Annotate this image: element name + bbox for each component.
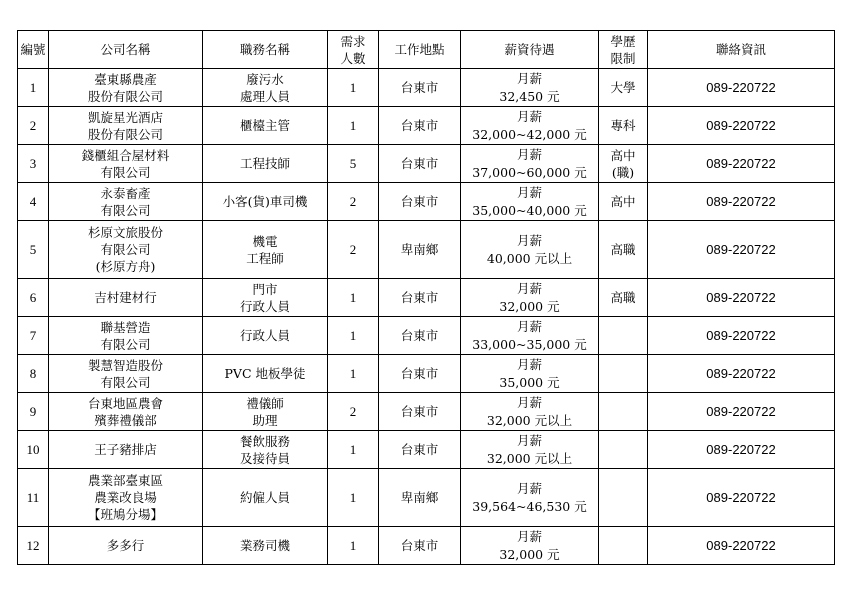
work-location: 台東市: [379, 107, 461, 145]
work-location: 台東市: [379, 183, 461, 221]
row-number: 10: [18, 431, 49, 469]
salary-line: 月薪: [516, 108, 542, 124]
header-count-line: 人數: [340, 50, 366, 66]
header-company: 公司名稱: [49, 31, 203, 69]
headcount: 1: [328, 355, 379, 393]
contact-phone: 089-220722: [648, 317, 835, 355]
company-name-line: 殯葬禮儀部: [94, 412, 157, 428]
table-body: [18, 69, 835, 565]
education-requirement: [599, 221, 648, 279]
salary: [461, 355, 599, 393]
header-count-line: 需求: [340, 33, 366, 49]
salary-line: 32,000 元: [499, 546, 560, 562]
company-name: [49, 317, 203, 355]
salary-line: 32,000~42,000 元: [472, 126, 587, 142]
job-title-line: 及接待員: [239, 450, 290, 466]
salary: [461, 469, 599, 527]
contact-phone: 089-220722: [648, 527, 835, 565]
work-location: 台東市: [379, 279, 461, 317]
contact-phone: 089-220722: [648, 355, 835, 393]
headcount: 1: [328, 279, 379, 317]
header-job: 職務名稱: [203, 31, 328, 69]
education-requirement-line: 高職: [610, 242, 636, 257]
row-number: 9: [18, 393, 49, 431]
company-name-line: 錢櫃組合屋材料: [81, 147, 170, 163]
job-title: [203, 69, 328, 107]
company-name-line: 多多行: [106, 538, 145, 553]
header-no: 編號: [18, 31, 49, 69]
salary: [461, 279, 599, 317]
company-name: [49, 183, 203, 221]
salary-line: 月薪: [516, 356, 542, 372]
headcount: 1: [328, 317, 379, 355]
company-name-line: 有限公司: [100, 374, 151, 390]
salary: [461, 431, 599, 469]
education-requirement-line: 專科: [610, 118, 636, 133]
job-title: [203, 279, 328, 317]
company-name-line: 吉村建材行: [94, 290, 157, 305]
education-requirement: [599, 431, 648, 469]
job-title: [203, 469, 328, 527]
company-name-line: (杉原方舟): [95, 259, 156, 274]
company-name: [49, 107, 203, 145]
headcount: 1: [328, 107, 379, 145]
table-row: [18, 469, 835, 527]
education-requirement: [599, 393, 648, 431]
salary: [461, 69, 599, 107]
education-requirement: [599, 69, 648, 107]
education-requirement: [599, 145, 648, 183]
job-title: [203, 355, 328, 393]
company-name-line: 股份有限公司: [87, 88, 163, 104]
work-location: 卑南鄉: [379, 221, 461, 279]
company-name: [49, 69, 203, 107]
header-contact: 聯絡資訊: [648, 31, 835, 69]
headcount: 5: [328, 145, 379, 183]
salary-line: 32,000 元以上: [486, 450, 573, 466]
salary-line: 32,000 元以上: [486, 412, 573, 428]
headcount: 2: [328, 393, 379, 431]
contact-phone: 089-220722: [648, 469, 835, 527]
salary-line: 月薪: [516, 528, 542, 544]
job-title: [203, 317, 328, 355]
education-requirement: [599, 279, 648, 317]
table-header-row: [18, 31, 835, 69]
company-name: [49, 469, 203, 527]
table-row: [18, 393, 835, 431]
salary-line: 月薪: [516, 280, 542, 296]
company-name-line: 農業改良場: [94, 490, 157, 505]
education-requirement: [599, 317, 648, 355]
header-count: [328, 31, 379, 69]
work-location: 台東市: [379, 355, 461, 393]
table-row: [18, 69, 835, 107]
job-title-line: 工程師: [246, 250, 284, 266]
job-title: [203, 221, 328, 279]
work-location: 台東市: [379, 393, 461, 431]
job-title-line: 廢污水: [246, 71, 284, 87]
row-number: 12: [18, 527, 49, 565]
row-number: 2: [18, 107, 49, 145]
company-name-line: 有限公司: [100, 164, 151, 180]
table-row: [18, 279, 835, 317]
row-number: 5: [18, 221, 49, 279]
salary: [461, 393, 599, 431]
salary-line: 月薪: [516, 184, 542, 200]
table-row: [18, 355, 835, 393]
salary-line: 39,564~46,530 元: [472, 498, 587, 514]
education-requirement-line: 高中: [610, 194, 636, 209]
company-name-line: 有限公司: [100, 242, 151, 257]
job-title-line: 行政人員: [239, 298, 290, 314]
education-requirement: [599, 183, 648, 221]
job-title-line: 門市: [252, 281, 278, 297]
company-name-line: 王子豬排店: [94, 442, 157, 457]
salary-line: 32,000 元: [499, 298, 560, 314]
headcount: 2: [328, 183, 379, 221]
company-name: [49, 527, 203, 565]
contact-phone: 089-220722: [648, 107, 835, 145]
table-row: [18, 107, 835, 145]
table-row: [18, 221, 835, 279]
table-row: [18, 431, 835, 469]
job-title: [203, 431, 328, 469]
education-requirement: [599, 469, 648, 527]
company-name-line: 農業部臺東區: [87, 473, 163, 488]
job-title: [203, 145, 328, 183]
job-title-line: 小客(貨)車司機: [222, 194, 308, 209]
salary-line: 月薪: [516, 232, 542, 248]
work-location: 台東市: [379, 145, 461, 183]
salary: [461, 183, 599, 221]
header-education: [599, 31, 648, 69]
company-name: [49, 279, 203, 317]
contact-phone: 089-220722: [648, 69, 835, 107]
contact-phone: 089-220722: [648, 393, 835, 431]
headcount: 1: [328, 527, 379, 565]
row-number: 7: [18, 317, 49, 355]
contact-phone: 089-220722: [648, 431, 835, 469]
company-name-line: 有限公司: [100, 202, 151, 218]
contact-phone: 089-220722: [648, 145, 835, 183]
table-row: [18, 145, 835, 183]
salary: [461, 527, 599, 565]
work-location: 台東市: [379, 69, 461, 107]
work-location: 台東市: [379, 527, 461, 565]
company-name: [49, 145, 203, 183]
company-name: [49, 431, 203, 469]
salary-line: 月薪: [516, 394, 542, 410]
job-title-line: 助理: [252, 412, 278, 428]
salary-line: 33,000~35,000 元: [472, 336, 587, 352]
company-name-line: 臺東縣農產: [94, 71, 157, 87]
company-name-line: 聯基營造: [100, 319, 151, 335]
salary: [461, 317, 599, 355]
company-name-line: 製慧智造股份: [87, 357, 163, 373]
salary: [461, 221, 599, 279]
header-salary: 薪資待遇: [461, 31, 599, 69]
job-title-line: 工程技師: [239, 156, 290, 171]
salary: [461, 107, 599, 145]
job-listing-table: [17, 30, 835, 565]
job-title-line: 櫃檯主管: [239, 118, 290, 133]
table-row: [18, 317, 835, 355]
work-location: 卑南鄉: [379, 469, 461, 527]
job-title-line: 機電: [252, 233, 278, 249]
salary-line: 月薪: [516, 146, 542, 162]
table-row: [18, 183, 835, 221]
headcount: 1: [328, 431, 379, 469]
header-education-line: 學歷: [610, 33, 636, 49]
education-requirement: [599, 355, 648, 393]
education-requirement-line: 高職: [610, 290, 636, 305]
row-number: 4: [18, 183, 49, 221]
salary: [461, 145, 599, 183]
job-title: [203, 183, 328, 221]
row-number: 8: [18, 355, 49, 393]
work-location: 台東市: [379, 431, 461, 469]
job-title: [203, 107, 328, 145]
salary-line: 37,000~60,000 元: [472, 164, 587, 180]
salary-line: 月薪: [516, 318, 542, 334]
job-title-line: 禮儀師: [246, 395, 284, 411]
education-requirement: [599, 527, 648, 565]
job-title-line: 行政人員: [239, 328, 290, 343]
education-requirement-line: 高中: [610, 147, 636, 163]
education-requirement-line: 大學: [610, 80, 636, 95]
header-education-line: 限制: [610, 50, 636, 66]
company-name-line: 【班鳩分場】: [87, 507, 163, 522]
education-requirement: [599, 107, 648, 145]
job-title-line: 餐飲服務: [239, 433, 290, 449]
salary-line: 32,450 元: [499, 88, 560, 104]
job-title-line: 業務司機: [239, 538, 290, 553]
row-number: 3: [18, 145, 49, 183]
education-requirement-line: (職): [611, 164, 635, 180]
company-name-line: 凱旋星光酒店: [87, 109, 163, 125]
company-name: [49, 393, 203, 431]
company-name-line: 杉原文旅股份: [87, 225, 163, 240]
company-name-line: 台東地區農會: [87, 395, 163, 411]
row-number: 11: [18, 469, 49, 527]
job-title-line: 處理人員: [239, 88, 290, 104]
contact-phone: 089-220722: [648, 183, 835, 221]
row-number: 6: [18, 279, 49, 317]
salary-line: 月薪: [516, 480, 542, 496]
header-location: 工作地點: [379, 31, 461, 69]
company-name: [49, 355, 203, 393]
company-name-line: 股份有限公司: [87, 126, 163, 142]
job-title-line: 約僱人員: [239, 490, 290, 505]
job-title: [203, 527, 328, 565]
salary-line: 35,000~40,000 元: [472, 202, 587, 218]
contact-phone: 089-220722: [648, 279, 835, 317]
company-name: [49, 221, 203, 279]
headcount: 1: [328, 469, 379, 527]
table-row: [18, 527, 835, 565]
headcount: 2: [328, 221, 379, 279]
salary-line: 40,000 元以上: [486, 250, 573, 266]
headcount: 1: [328, 69, 379, 107]
job-title-line: PVC 地板學徒: [224, 366, 306, 381]
company-name-line: 永泰畜產: [100, 185, 151, 201]
job-listing-document: [17, 30, 834, 565]
salary-line: 月薪: [516, 70, 542, 86]
contact-phone: 089-220722: [648, 221, 835, 279]
work-location: 台東市: [379, 317, 461, 355]
salary-line: 月薪: [516, 432, 542, 448]
row-number: 1: [18, 69, 49, 107]
job-title: [203, 393, 328, 431]
salary-line: 35,000 元: [499, 374, 560, 390]
company-name-line: 有限公司: [100, 336, 151, 352]
